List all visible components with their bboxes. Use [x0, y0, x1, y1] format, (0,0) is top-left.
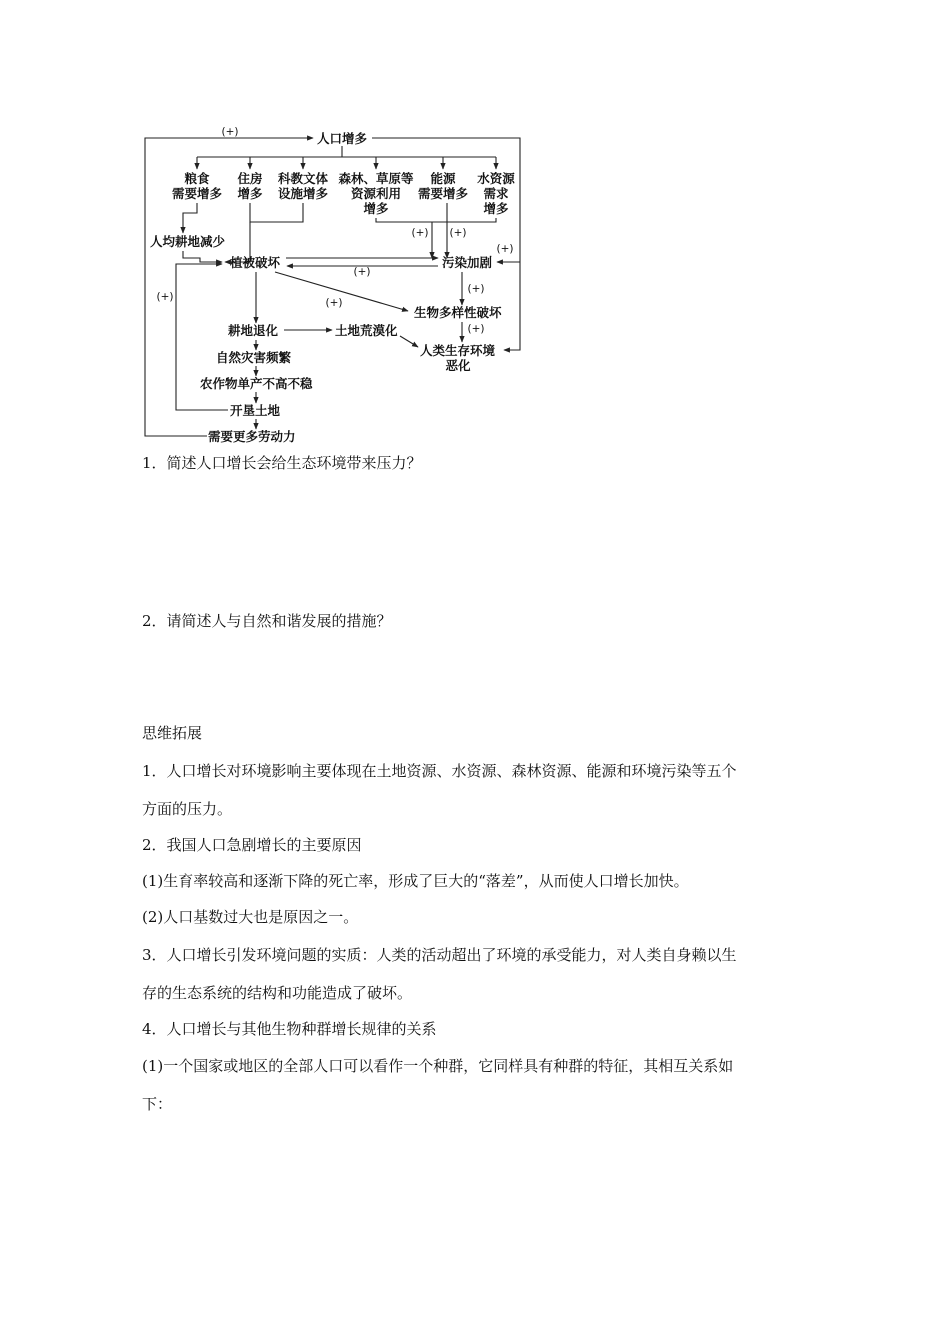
plus-label: (+) — [449, 227, 467, 239]
extension-paragraph: (1)生育率较高和逐渐下降的死亡率，形成了巨大的“落差”，从而使人口增长加快。 — [142, 872, 689, 890]
extension-paragraph: 2．我国人口急剧增长的主要原因 — [142, 836, 362, 854]
node-culture: 设施增多 — [277, 186, 329, 201]
node-food: 粮食 — [184, 171, 210, 186]
population-environment-diagram — [0, 0, 950, 460]
node-env-worse: 人类生存环境 — [420, 343, 496, 358]
extension-paragraph: (2)人口基数过大也是原因之一。 — [142, 908, 359, 926]
node-population: 人口增多 — [316, 131, 368, 146]
plus-label: (+) — [467, 283, 485, 295]
node-forest: 森林、草原等 — [338, 171, 414, 186]
plus-label: (+) — [325, 297, 343, 309]
node-culture: 科教文体 — [277, 171, 329, 186]
node-food: 需要增多 — [171, 186, 223, 201]
node-reclaim: 开垦土地 — [230, 403, 281, 418]
node-water: 增多 — [483, 201, 509, 216]
question-1: 1．简述人口增长会给生态环境带来压力？ — [142, 454, 422, 472]
question-2: 2．请简述人与自然和谐发展的措施？ — [142, 612, 392, 630]
node-housing: 住房 — [237, 171, 263, 186]
node-pollution: 污染加剧 — [442, 255, 493, 270]
node-desertification: 土地荒漠化 — [335, 323, 398, 338]
node-water: 水资源 — [477, 171, 515, 186]
extension-paragraph: 1．人口增长对环境影响主要体现在土地资源、水资源、森林资源、能源和环境污染等五个 — [142, 762, 737, 780]
node-housing: 增多 — [237, 186, 263, 201]
plus-label: (+) — [353, 266, 371, 278]
extension-paragraph: 方面的压力。 — [142, 800, 233, 818]
node-land-per-capita: 人均耕地减少 — [150, 234, 226, 249]
node-vegetation: 植被破坏 — [230, 255, 281, 270]
node-forest: 增多 — [363, 201, 389, 216]
node-biodiversity: 生物多样性破坏 — [414, 305, 502, 320]
node-low-yield: 农作物单产不高不稳 — [200, 376, 313, 391]
node-energy: 需要增多 — [417, 186, 469, 201]
node-energy: 能源 — [430, 171, 456, 186]
plus-label: (+) — [411, 227, 429, 239]
extension-heading: 思维拓展 — [142, 724, 203, 742]
plus-label: (+) — [467, 323, 485, 335]
extension-paragraph: 4．人口增长与其他生物种群增长规律的关系 — [142, 1020, 437, 1038]
node-labor: 需要更多劳动力 — [208, 429, 296, 444]
plus-label: (+) — [496, 243, 514, 255]
extension-paragraph: (1)一个国家或地区的全部人口可以看作一个种群，它同样具有种群的特征，其相互关系如 — [142, 1057, 734, 1075]
extension-paragraph: 3．人口增长引发环境问题的实质：人类的活动超出了环境的承受能力，对人类自身赖以生 — [142, 946, 737, 964]
node-forest: 资源利用 — [350, 186, 402, 201]
plus-label: (+) — [221, 126, 239, 138]
extension-paragraph: 存的生态系统的结构和功能造成了破坏。 — [142, 984, 413, 1002]
node-degradation: 耕地退化 — [228, 323, 279, 338]
node-water: 需求 — [483, 186, 509, 201]
node-disasters: 自然灾害频繁 — [216, 350, 292, 365]
extension-paragraph: 下： — [142, 1095, 173, 1113]
plus-label: (+) — [156, 291, 174, 303]
node-env-worse: 恶化 — [445, 358, 471, 373]
